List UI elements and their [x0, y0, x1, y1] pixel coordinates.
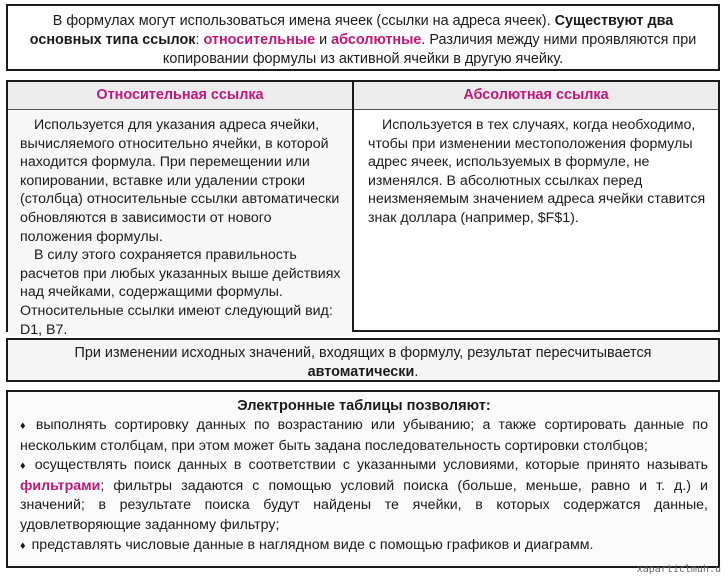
bullet-icon: ♦	[20, 539, 26, 552]
auto-bold: автоматически	[307, 363, 415, 380]
relative-header: Относительная ссылка	[8, 82, 352, 110]
absolute-body	[354, 110, 718, 228]
spreadsheet-features-box	[6, 390, 720, 568]
watermark: xaparticlmuh.u	[636, 564, 721, 575]
intro-bold: Существуют два основных типа ссылок	[29, 13, 674, 48]
intro-box	[6, 4, 720, 71]
absolute-header: Абсолютная ссылка	[354, 82, 718, 110]
intro-and: и	[315, 32, 332, 48]
feature-charts-text: представлять числовые данные в наглядном виде с помощью графиков и диаграмм.	[31, 536, 594, 553]
auto-text: При изменении исходных значений, входящих в формулу, результат пересчитывается	[74, 345, 652, 361]
intro-text-3: . Различия между ними проявляются при копировании формулы из активной ячейки в другую ячейку.	[162, 32, 697, 67]
feature-search-text-b: ; фильтры задаются с помощью условий поиска (больше, меньше, равно и т. д.) и значений; в результате поиска будут найдены те ячейки, в которых содержатся данные, удовлетворяющие заданному фильтру;	[20, 477, 708, 533]
bullet-icon: ♦	[20, 460, 29, 473]
relative-body	[8, 110, 352, 336]
feature-search-text-a: осуществлять поиск данных в соответствии с указанными условиями, которые принято называть	[34, 457, 708, 474]
term-filters: фильтрами	[20, 477, 101, 494]
relative-paragraph-1: Используется для указания адреса ячейки, вычисляемого относительно ячейки, в которой находится формула. При перемещении или копировании, вставке или удалении строки (столбца) относительные ссылки автоматически обновляются в зависимости от нового положения формулы.	[20, 117, 340, 245]
auto-end: .	[414, 363, 419, 380]
absolute-column	[354, 82, 718, 330]
feature-search	[20, 456, 708, 535]
reference-types-table	[6, 80, 720, 338]
intro-text-1: В формулах могут использоваться имена ячеек (ссылки на адреса ячеек).	[52, 13, 555, 29]
auto-recalc-box	[6, 338, 720, 382]
spreadsheet-title: Электронные таблицы позволяют:	[237, 398, 491, 414]
feature-charts	[20, 536, 708, 557]
absolute-paragraph: Используется в тех случаях, когда необходимо, чтобы при изменении местоположения формулы адрес ячеек, используемых в формуле, не изменялся. В абсолютных ссылках перед неизменяемым значением адреса ячейки ставится знак доллара (например, $F$1).	[368, 117, 706, 226]
bullet-icon: ♦	[20, 420, 30, 432]
feature-sorting	[20, 416, 708, 456]
feature-sorting-text: выполнять сортировку данных по возрастанию или убыванию; а также сортировать данные по нескольким столбцам, при этом может быть задана последовательность сортировки столбцов;	[20, 417, 708, 454]
term-absolute: абсолютные	[331, 32, 422, 48]
relative-column	[8, 82, 354, 338]
relative-paragraph-2: В силу этого сохраняется правильность расчетов при любых указанных выше действиях над ячейками, содержащими формулы. Относительные ссылки имеют следующий вид: D1, B7.	[20, 247, 341, 338]
term-relative: относительные	[203, 32, 316, 48]
intro-colon: :	[195, 32, 204, 48]
